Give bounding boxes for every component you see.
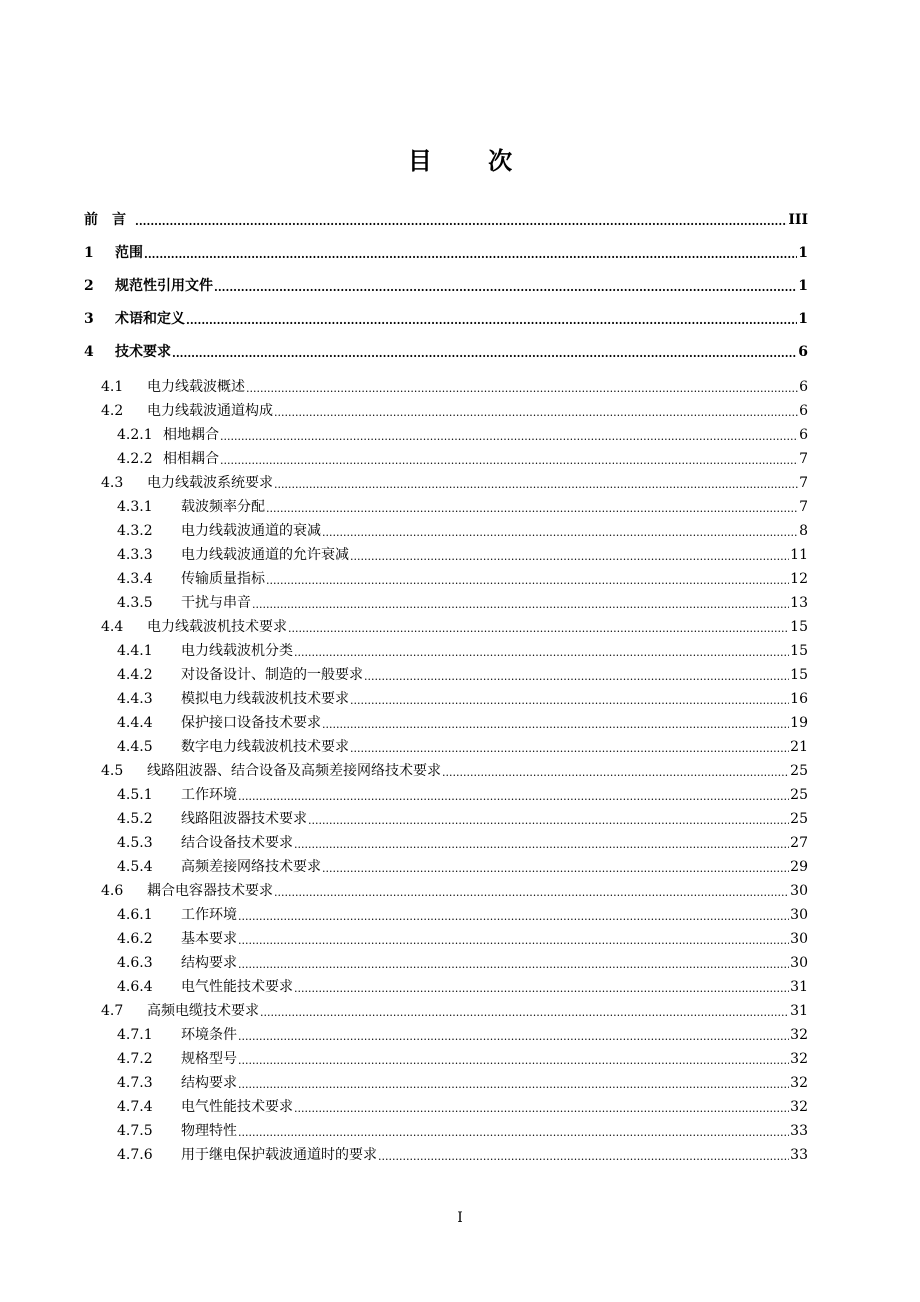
toc-entry-label: 电力线载波机技术要求 bbox=[147, 619, 287, 635]
toc-entry-4-4-5[interactable] bbox=[117, 737, 808, 757]
toc-entry-4-3-4[interactable] bbox=[117, 569, 808, 589]
toc-leader-dots bbox=[238, 1125, 789, 1141]
toc-entry-4-7[interactable] bbox=[101, 1001, 808, 1021]
toc-entry-number: 4.3.1 bbox=[117, 499, 153, 515]
toc-entry-4-4-2[interactable] bbox=[117, 665, 808, 685]
toc-entry-page: 30 bbox=[790, 931, 808, 947]
toc-leader-dots bbox=[186, 313, 797, 329]
toc-entry-page: 6 bbox=[799, 379, 808, 395]
toc-entry-number: 4.6 bbox=[101, 883, 124, 899]
toc-entry-number: 3 bbox=[84, 311, 94, 327]
toc-entry-4-6-3[interactable] bbox=[117, 953, 808, 973]
toc-leader-dots bbox=[294, 981, 789, 997]
toc-entry-page: 31 bbox=[790, 1003, 808, 1019]
toc-entry-number: 4.5.2 bbox=[117, 811, 153, 827]
toc-entry-4-5[interactable] bbox=[101, 761, 808, 781]
toc-entry-4-7-5[interactable] bbox=[117, 1121, 808, 1141]
toc-entry-number: 4.7.1 bbox=[117, 1027, 153, 1043]
toc-leader-dots bbox=[350, 549, 789, 565]
toc-entry-label: 高频差接网络技术要求 bbox=[181, 859, 321, 875]
toc-entry-page: 25 bbox=[790, 787, 808, 803]
toc-entry-page: 7 bbox=[799, 451, 808, 467]
toc-leader-dots bbox=[294, 837, 789, 853]
toc-entry-4-5-2[interactable] bbox=[117, 809, 808, 829]
toc-entry-page: 6 bbox=[798, 344, 808, 360]
toc-leader-dots bbox=[238, 1053, 789, 1069]
toc-leader-dots bbox=[322, 861, 789, 877]
toc-entry-number: 4.5.3 bbox=[117, 835, 153, 851]
toc-entry-label: 用于继电保护载波通道时的要求 bbox=[181, 1147, 377, 1163]
toc-entry-page: 1 bbox=[798, 245, 808, 261]
toc-entry-4-5-3[interactable] bbox=[117, 833, 808, 853]
toc-entry-label: 规格型号 bbox=[181, 1051, 237, 1067]
toc-leader-dots bbox=[322, 525, 798, 541]
toc-entry-page: 30 bbox=[790, 955, 808, 971]
toc-entry-number: 4.6.4 bbox=[117, 979, 153, 995]
toc-leader-dots bbox=[442, 765, 789, 781]
toc-leader-dots bbox=[364, 669, 789, 685]
toc-entry-4-7-6[interactable] bbox=[117, 1145, 808, 1165]
toc-leader-dots bbox=[214, 280, 797, 296]
toc-leader-dots bbox=[322, 717, 789, 733]
toc-entry-3[interactable] bbox=[84, 309, 808, 329]
toc-entry-foreword[interactable] bbox=[84, 210, 808, 230]
toc-entry-number: 4.3.4 bbox=[117, 571, 153, 587]
toc-leader-dots bbox=[238, 909, 789, 925]
toc-entry-number: 4.7.4 bbox=[117, 1099, 153, 1115]
toc-entry-number: 4.7.2 bbox=[117, 1051, 153, 1067]
toc-entry-label: 保护接口设备技术要求 bbox=[181, 715, 321, 731]
toc-entry-label: 电力线载波通道的衰减 bbox=[181, 523, 321, 539]
toc-entry-label: 规范性引用文件 bbox=[115, 278, 213, 294]
toc-entry-label: 电力线载波系统要求 bbox=[147, 475, 273, 491]
toc-leader-dots bbox=[288, 621, 789, 637]
toc-entry-4-3-5[interactable] bbox=[117, 593, 808, 613]
toc-leader-dots bbox=[135, 214, 787, 230]
toc-entry-page: 15 bbox=[790, 619, 808, 635]
toc-entry-4-3-1[interactable] bbox=[117, 497, 808, 517]
toc-entry-4-6[interactable] bbox=[101, 881, 808, 901]
toc-entry-page: 6 bbox=[799, 403, 808, 419]
toc-entry-page: 33 bbox=[790, 1123, 808, 1139]
toc-entry-number: 4.7.5 bbox=[117, 1123, 153, 1139]
toc-entry-page: 31 bbox=[790, 979, 808, 995]
toc-entry-4-4-4[interactable] bbox=[117, 713, 808, 733]
toc-leader-dots bbox=[220, 429, 798, 445]
toc-entry-page: 6 bbox=[799, 427, 808, 443]
toc-entry-4-7-2[interactable] bbox=[117, 1049, 808, 1069]
toc-entry-page: 1 bbox=[798, 278, 808, 294]
toc-entry-number: 4.3.2 bbox=[117, 523, 153, 539]
toc-entry-number: 4.5 bbox=[101, 763, 124, 779]
toc-leader-dots bbox=[238, 1077, 789, 1093]
toc-leader-dots bbox=[144, 247, 797, 263]
toc-entry-label: 结构要求 bbox=[181, 1075, 237, 1091]
toc-entry-label: 电气性能技术要求 bbox=[181, 979, 293, 995]
toc-entry-4-7-1[interactable] bbox=[117, 1025, 808, 1045]
toc-entry-label: 术语和定义 bbox=[115, 311, 185, 327]
toc-leader-dots bbox=[246, 381, 798, 397]
toc-entry-number: 4.5.4 bbox=[117, 859, 153, 875]
toc-entry-page: 33 bbox=[790, 1147, 808, 1163]
toc-entry-number: 4.4.2 bbox=[117, 667, 153, 683]
toc-entry-number: 4.4.1 bbox=[117, 643, 153, 659]
toc-entry-label: 技术要求 bbox=[115, 344, 171, 360]
toc-entry-label: 线路阻波器技术要求 bbox=[181, 811, 307, 827]
toc-entry-number: 4.1 bbox=[101, 379, 124, 395]
toc-entry-page: 30 bbox=[790, 883, 808, 899]
toc-entry-label: 结合设备技术要求 bbox=[181, 835, 293, 851]
page-number-footer: I bbox=[457, 1210, 463, 1226]
toc-leader-dots bbox=[294, 645, 789, 661]
toc-entry-page: 27 bbox=[790, 835, 808, 851]
toc-entry-label: 电力线载波通道构成 bbox=[147, 403, 273, 419]
toc-leader-dots bbox=[266, 573, 789, 589]
toc-entry-number: 4.3.3 bbox=[117, 547, 153, 563]
toc-entry-page: 21 bbox=[790, 739, 808, 755]
toc-entry-number: 4.3 bbox=[101, 475, 124, 491]
toc-entry-number: 4.2.2 bbox=[117, 451, 153, 467]
toc-entry-number: 4.4.4 bbox=[117, 715, 153, 731]
toc-leader-dots bbox=[350, 741, 789, 757]
toc-entry-page: 30 bbox=[790, 907, 808, 923]
toc-entry-number: 前 言 bbox=[84, 212, 126, 228]
toc-entry-4-3-3[interactable] bbox=[117, 545, 808, 565]
toc-entry-4-2-1[interactable] bbox=[117, 425, 808, 445]
toc-entry-4-2-2[interactable] bbox=[117, 449, 808, 469]
toc-entry-4-7-4[interactable] bbox=[117, 1097, 808, 1117]
toc-entry-4-1[interactable] bbox=[101, 377, 808, 397]
toc-entry-number: 4.6.2 bbox=[117, 931, 153, 947]
toc-entry-4-4[interactable] bbox=[101, 617, 808, 637]
toc-entry-4-5-1[interactable] bbox=[117, 785, 808, 805]
toc-entry-page: 12 bbox=[790, 571, 808, 587]
toc-entry-label: 电力线载波概述 bbox=[147, 379, 245, 395]
toc-entry-page: 1 bbox=[798, 311, 808, 327]
toc-entry-label: 线路阻波器、结合设备及高频差接网络技术要求 bbox=[147, 763, 441, 779]
toc-entry-number: 4.6.1 bbox=[117, 907, 153, 923]
toc-entry-page: 8 bbox=[799, 523, 808, 539]
toc-leader-dots bbox=[274, 477, 798, 493]
toc-entry-label: 物理特性 bbox=[181, 1123, 237, 1139]
toc-leader-dots bbox=[238, 1029, 789, 1045]
toc-entry-label: 传输质量指标 bbox=[181, 571, 265, 587]
toc-entry-number: 4.2 bbox=[101, 403, 124, 419]
toc-leader-dots bbox=[238, 957, 789, 973]
toc-leader-dots bbox=[308, 813, 789, 829]
toc-leader-dots bbox=[172, 346, 797, 362]
toc-entry-number: 1 bbox=[84, 245, 94, 261]
toc-entry-page: 7 bbox=[799, 475, 808, 491]
toc-entry-label: 相地耦合 bbox=[163, 427, 219, 443]
toc-entry-4-6-2[interactable] bbox=[117, 929, 808, 949]
toc-entry-label: 对设备设计、制造的一般要求 bbox=[181, 667, 363, 683]
toc-entry-number: 4.6.3 bbox=[117, 955, 153, 971]
toc-entry-label: 相相耦合 bbox=[163, 451, 219, 467]
toc-entry-label: 耦合电容器技术要求 bbox=[147, 883, 273, 899]
toc-entry-label: 结构要求 bbox=[181, 955, 237, 971]
toc-leader-dots bbox=[260, 1005, 789, 1021]
toc-entry-label: 工作环境 bbox=[181, 907, 237, 923]
toc-entry-page: 7 bbox=[799, 499, 808, 515]
page-title: 目 次 bbox=[407, 147, 537, 175]
toc-entry-page: 25 bbox=[790, 811, 808, 827]
toc-leader-dots bbox=[266, 501, 798, 517]
toc-entry-page: 32 bbox=[790, 1099, 808, 1115]
toc-entry-label: 范围 bbox=[115, 245, 143, 261]
toc-entry-4-2[interactable] bbox=[101, 401, 808, 421]
toc-entry-label: 电力线载波通道的允许衰减 bbox=[181, 547, 349, 563]
toc-leader-dots bbox=[252, 597, 789, 613]
toc-entry-page: 13 bbox=[790, 595, 808, 611]
toc-entry-page: III bbox=[788, 212, 808, 228]
toc-entry-page: 32 bbox=[790, 1027, 808, 1043]
toc-leader-dots bbox=[274, 405, 798, 421]
toc-entry-4-5-4[interactable] bbox=[117, 857, 808, 877]
toc-entry-number: 4.4.3 bbox=[117, 691, 153, 707]
toc-entry-page: 32 bbox=[790, 1051, 808, 1067]
toc-entry-4-6-1[interactable] bbox=[117, 905, 808, 925]
toc-entry-4-3-2[interactable] bbox=[117, 521, 808, 541]
toc-leader-dots bbox=[274, 885, 789, 901]
toc-entry-4-4-3[interactable] bbox=[117, 689, 808, 709]
toc-entry-label: 高频电缆技术要求 bbox=[147, 1003, 259, 1019]
toc-entry-label: 基本要求 bbox=[181, 931, 237, 947]
toc-entry-1[interactable] bbox=[84, 243, 808, 263]
toc-entry-page: 19 bbox=[790, 715, 808, 731]
toc-entry-label: 数字电力线载波机技术要求 bbox=[181, 739, 349, 755]
toc-entry-4-6-4[interactable] bbox=[117, 977, 808, 997]
toc-entry-number: 4.4.5 bbox=[117, 739, 153, 755]
toc-entry-label: 电力线载波机分类 bbox=[181, 643, 293, 659]
toc-entry-label: 电气性能技术要求 bbox=[181, 1099, 293, 1115]
toc-entry-number: 4.5.1 bbox=[117, 787, 153, 803]
toc-entry-number: 4 bbox=[84, 344, 94, 360]
toc-entry-4-3[interactable] bbox=[101, 473, 808, 493]
toc-entry-number: 4.7 bbox=[101, 1003, 124, 1019]
toc-entry-label: 载波频率分配 bbox=[181, 499, 265, 515]
toc-entry-number: 4.7.3 bbox=[117, 1075, 153, 1091]
toc-entry-page: 15 bbox=[790, 667, 808, 683]
toc-leader-dots bbox=[220, 453, 798, 469]
toc-entry-number: 4.4 bbox=[101, 619, 124, 635]
toc-leader-dots bbox=[350, 693, 789, 709]
toc-entry-label: 干扰与串音 bbox=[181, 595, 251, 611]
toc-entry-number: 4.3.5 bbox=[117, 595, 153, 611]
toc-entry-page: 16 bbox=[790, 691, 808, 707]
toc-leader-dots bbox=[238, 789, 789, 805]
toc-entry-page: 29 bbox=[790, 859, 808, 875]
toc-entry-number: 2 bbox=[84, 278, 94, 294]
toc-entry-label: 工作环境 bbox=[181, 787, 237, 803]
toc-entry-number: 4.2.1 bbox=[117, 427, 153, 443]
toc-entry-page: 11 bbox=[790, 547, 808, 563]
toc-leader-dots bbox=[378, 1149, 789, 1165]
toc-entry-4-7-3[interactable] bbox=[117, 1073, 808, 1093]
toc-entry-page: 25 bbox=[790, 763, 808, 779]
toc-entry-page: 15 bbox=[790, 643, 808, 659]
toc-entry-label: 环境条件 bbox=[181, 1027, 237, 1043]
toc-entry-4[interactable] bbox=[84, 342, 808, 362]
toc-entry-4-4-1[interactable] bbox=[117, 641, 808, 661]
toc-entry-number: 4.7.6 bbox=[117, 1147, 153, 1163]
toc-entry-page: 32 bbox=[790, 1075, 808, 1091]
toc-entry-label: 模拟电力线载波机技术要求 bbox=[181, 691, 349, 707]
toc-leader-dots bbox=[238, 933, 789, 949]
toc-leader-dots bbox=[294, 1101, 789, 1117]
toc-entry-2[interactable] bbox=[84, 276, 808, 296]
